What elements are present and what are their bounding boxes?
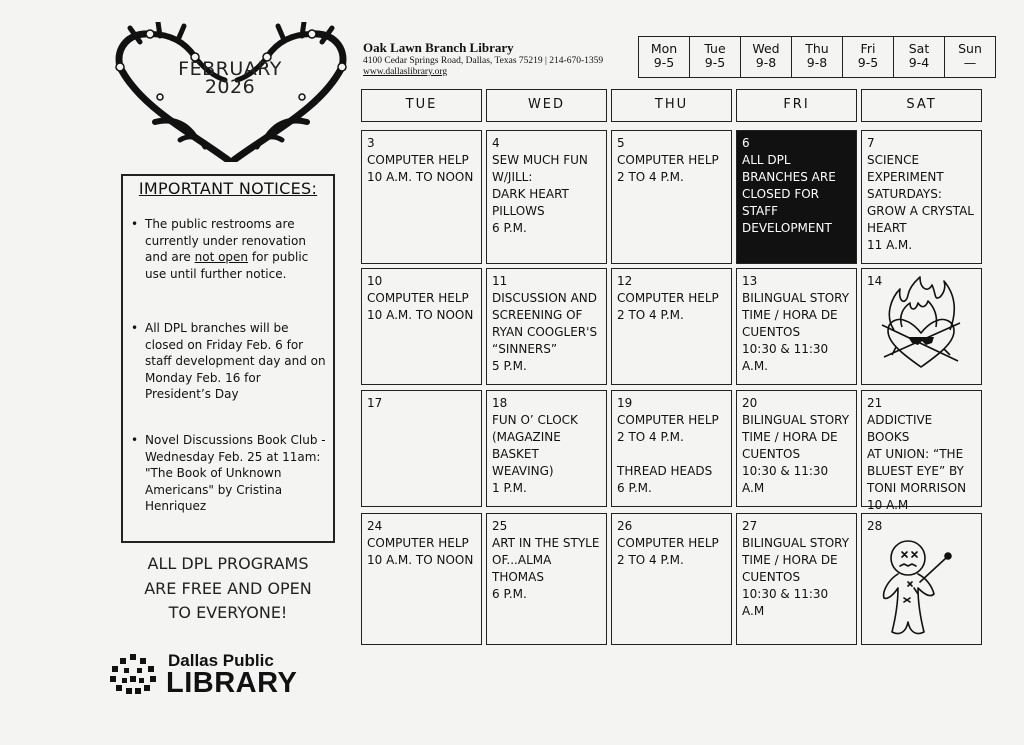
notices-title: IMPORTANT NOTICES: [138, 179, 318, 198]
day-number: 10 [367, 274, 383, 288]
hours-wed: Wed 9-8 [741, 37, 792, 77]
day-cell-11[interactable] [486, 268, 607, 385]
hours-sun: Sun — [958, 41, 982, 70]
day-cell-3[interactable] [361, 130, 482, 264]
day-event: ADDICTIVE BOOKS AT UNION: “THE BLUEST EYE” BY TONI MORRISON 10 A.M [867, 413, 967, 512]
day-number: 13 [742, 274, 758, 288]
day-cell-4[interactable] [486, 130, 607, 264]
weekday-header-thu: THU [611, 89, 732, 122]
day-event: COMPUTER HELP 2 TO 4 P.M. [617, 291, 719, 322]
free-programs-message: ALL DPL PROGRAMS ARE FREE AND OPEN TO EVERYONE! [144, 554, 312, 622]
day-cell-13[interactable] [736, 268, 857, 385]
day-cell-12[interactable] [611, 268, 732, 385]
day-cell-28[interactable] [861, 513, 982, 645]
day-cell-25[interactable] [486, 513, 607, 645]
hours-thu: Thu 9-8 [792, 37, 843, 77]
hours-table [638, 36, 996, 78]
logo-line-1: Dallas Public [168, 651, 274, 670]
hours-sat: Sat 9-4 [894, 37, 945, 77]
hours-fri: Fri 9-5 [843, 37, 894, 77]
year: 2026 [204, 76, 256, 98]
day-event: BILINGUAL STORY TIME / HORA DE CUENTOS 10:30 & 11:30 A.M [742, 413, 850, 495]
day-event: COMPUTER HELP 2 TO 4 P.M. [617, 153, 719, 184]
day-event: SEW MUCH FUN W/JILL: DARK HEART PILLOWS 6 P.M. [492, 153, 588, 235]
notice-restrooms: • The public restrooms are currently under renovation and are not open for public use until further notice. [131, 217, 309, 281]
month-name: FEBRUARY [178, 58, 282, 80]
day-number: 19 [617, 396, 633, 410]
library-address: 4100 Cedar Springs Road, Dallas, Texas 75219 | 214-670-1359 [363, 56, 604, 66]
day-cell-24[interactable] [361, 513, 482, 645]
day-event: BILINGUAL STORY TIME / HORA DE CUENTOS 10:30 & 11:30 A.M [742, 536, 850, 618]
day-number: 25 [492, 519, 508, 533]
bullet: • [131, 321, 139, 335]
bullet: • [131, 433, 139, 447]
day-event: SCIENCE EXPERIMENT SATURDAYS: GROW A CRYSTAL HEART 11 A.M. [867, 153, 974, 252]
day-event: COMPUTER HELP 10 A.M. TO NOON [367, 291, 474, 322]
weekday-header-wed: WED [486, 89, 607, 122]
day-event: FUN O’ CLOCK (MAGAZINE BASKET WEAVING) 1 P.M. [492, 413, 578, 495]
day-event: DISCUSSION AND SCREENING OF RYAN COOGLER'S “SINNERS” 5 P.M. [492, 291, 598, 373]
day-cell-21[interactable] [861, 390, 982, 512]
bullet: • [131, 217, 139, 231]
day-number: 28 [867, 519, 883, 533]
day-cell-10[interactable] [361, 268, 482, 385]
logo-line-2: LIBRARY [166, 667, 298, 699]
weekday-header-sat: SAT [861, 89, 982, 122]
day-number: 7 [867, 136, 875, 150]
day-number: 17 [367, 396, 383, 410]
day-number: 18 [492, 396, 508, 410]
day-number: 4 [492, 136, 500, 150]
day-number: 24 [367, 519, 383, 533]
day-cell-14[interactable] [861, 268, 982, 385]
notice-closures: • All DPL branches will be closed on Friday Feb. 6 for staff development day and on Monday Feb. 16 for President’s Day [131, 321, 326, 402]
day-event: COMPUTER HELP 10 A.M. TO NOON [367, 153, 474, 184]
day-cell-26[interactable] [611, 513, 732, 645]
day-event: COMPUTER HELP 2 TO 4 P.M. [617, 536, 719, 567]
day-event: COMPUTER HELP 2 TO 4 P.M. THREAD HEADS 6 P.M. [617, 413, 719, 495]
hours-mon: Mon 9-5 [639, 37, 690, 77]
day-event: BILINGUAL STORY TIME / HORA DE CUENTOS 10:30 & 11:30 A.M. [742, 291, 850, 373]
day-event: COMPUTER HELP 10 A.M. TO NOON [367, 536, 474, 567]
dallas-public-library-logo-mark [108, 652, 160, 696]
day-cell-5[interactable] [611, 130, 732, 264]
important-notices-box [121, 174, 335, 543]
day-number: 12 [617, 274, 633, 288]
library-website-link[interactable]: www.dallaslibrary.org [363, 67, 448, 77]
weekday-header-fri: FRI [736, 89, 857, 122]
library-name: Oak Lawn Branch Library [363, 40, 514, 55]
day-number: 14 [867, 274, 883, 288]
day-number: 20 [742, 396, 758, 410]
day-cell-6-closed[interactable] [736, 130, 857, 264]
day-cell-7[interactable] [861, 130, 982, 264]
day-number: 3 [367, 136, 375, 150]
day-event: ALL DPL BRANCHES ARE CLOSED FOR STAFF DEVELOPMENT [742, 153, 836, 235]
flaming-heart-icon [874, 275, 969, 380]
day-number: 26 [617, 519, 633, 533]
day-number: 27 [742, 519, 758, 533]
hours-tue: Tue 9-5 [690, 37, 741, 77]
voodoo-doll-icon [880, 536, 965, 641]
calendar-month-title [150, 60, 310, 96]
day-cell-19[interactable] [611, 390, 732, 507]
day-cell-18[interactable] [486, 390, 607, 507]
weekday-header-tue: TUE [361, 89, 482, 122]
day-number: 11 [492, 274, 508, 288]
day-number: 6 [742, 136, 750, 150]
library-info [363, 40, 603, 78]
day-number: 21 [867, 396, 883, 410]
day-event: ART IN THE STYLE OF...ALMA THOMAS 6 P.M. [492, 536, 600, 601]
day-cell-20[interactable] [736, 390, 857, 507]
notice-book-club: • Novel Discussions Book Club - Wednesday Feb. 25 at 11am: "The Book of Unknown Americans" by Cristina Henriquez [131, 433, 326, 514]
day-number: 5 [617, 136, 625, 150]
day-cell-27[interactable] [736, 513, 857, 645]
day-cell-17[interactable] [361, 390, 482, 507]
